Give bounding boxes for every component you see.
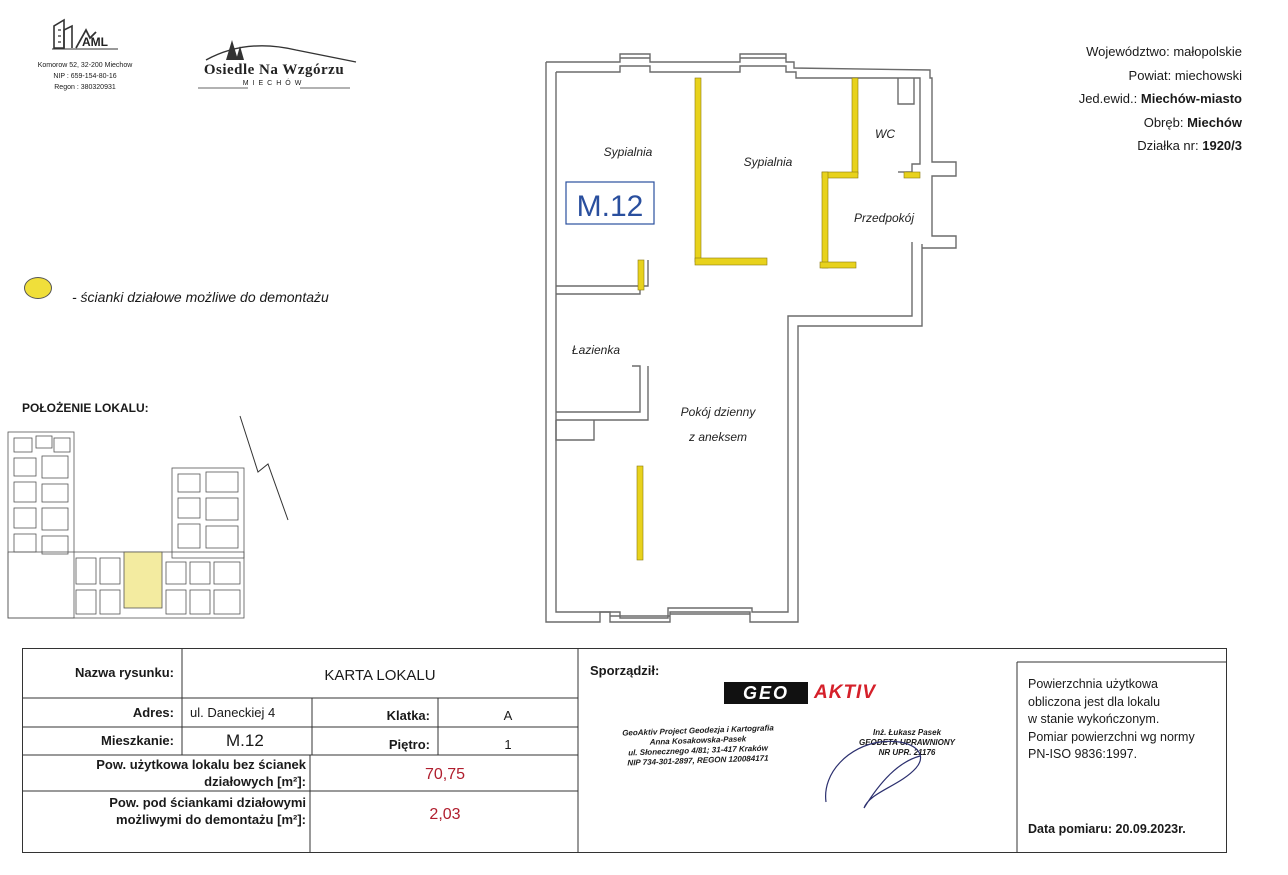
measurement-date: Data pomiaru: 20.09.2023r.: [1028, 822, 1186, 836]
klatka-value: A: [503, 708, 513, 723]
geoaktiv-logo: [724, 682, 928, 704]
aml-logo-text: AML: [82, 35, 108, 49]
removable-wall-9: [637, 466, 643, 560]
room-sypialnia-1: Sypialnia: [603, 145, 653, 159]
removable-wall-6: [820, 262, 856, 268]
nazwa-value: KARTA LOKALU: [324, 667, 436, 684]
room-lazienka: Łazienka: [571, 343, 621, 357]
unit-highlight: [124, 552, 162, 608]
aml-logo: [50, 16, 120, 52]
mieszkanie-label: Mieszkanie:: [101, 733, 174, 748]
note-line-3: w stanie wykończonym.: [1028, 712, 1160, 726]
insp-line-1: Inż. Łukasz Pasek: [872, 728, 942, 737]
note-line-1: Powierzchnia użytkowa: [1028, 677, 1158, 691]
signature: [820, 732, 940, 812]
geo-logo-right: AKTIV: [814, 682, 876, 703]
note-line-4: Pomiar powierzchni wg normy: [1028, 729, 1195, 744]
removable-wall-1: [695, 78, 701, 262]
wojewodztwo-row: Województwo: małopolskie: [1086, 44, 1242, 59]
geo-logo-left: GEO: [724, 682, 808, 704]
removable-wall-5: [822, 172, 828, 268]
note-line-5: PN-ISO 9836:1997.: [1028, 747, 1138, 761]
insp-line-2: GEODETA UPRAWNIONY: [858, 738, 955, 747]
legend-swatch: [24, 277, 52, 299]
pow2-label-line1: Pow. pod ściankami działowymi: [109, 795, 306, 810]
note-line-2: obliczona jest dla lokalu: [1028, 694, 1161, 709]
pow2-label-line2: możliwymi do demontażu [m²]:: [116, 812, 306, 827]
dzialka-row: Działka nr: 1920/3: [1137, 138, 1242, 153]
removable-wall-8: [638, 260, 644, 290]
nazwa-label: Nazwa rysunku:: [75, 665, 174, 680]
pietro-label: Piętro:: [388, 737, 430, 752]
pow1-label-line1: Pow. użytkowa lokalu bez ścianek: [96, 757, 306, 772]
pietro-value: 1: [504, 737, 512, 752]
location-info: [1079, 40, 1242, 158]
obreb-row: Obręb: Miechów: [1143, 114, 1242, 130]
geo-line-2: Anna Kosakowska-Pasek: [649, 734, 747, 747]
adres-label: Adres:: [132, 705, 174, 720]
company-nip: NIP : 659-154-80-16: [53, 73, 117, 80]
pow1-label-line2: działowych [m²]:: [204, 774, 306, 789]
insp-line-3: NR UPR. 21176: [878, 748, 936, 757]
company-regon: Regon : 380320931: [54, 84, 116, 91]
room-pokoj-line2: z aneksem: [688, 430, 748, 444]
removable-wall-7: [904, 172, 920, 178]
pow2-value: 2,03: [429, 806, 461, 823]
company-address: Komorow 52, 32-200 Miechow: [37, 62, 133, 69]
area-note: [1028, 676, 1195, 764]
position-map: [6, 412, 296, 622]
powiat-row: Powiat: miechowski: [1128, 67, 1242, 83]
klatka-label: Klatka:: [386, 708, 430, 723]
removable-wall-3: [852, 78, 858, 174]
sporzadzil-label: Sporządził:: [590, 663, 660, 678]
position-label: POŁOŻENIE LOKALU:: [22, 401, 149, 415]
pow1-value: 70,75: [424, 766, 466, 783]
jedewid-row: Jed.ewid.: Miechów-miasto: [1078, 91, 1242, 106]
room-przedpokoj: Przedpokój: [853, 211, 915, 225]
adres-value: ul. Daneckiej 4: [190, 705, 276, 720]
pow1-label: [22, 756, 306, 790]
geo-line-1: GeoAktiv Project Geodezja i Kartografia: [622, 723, 774, 738]
pow2-label: [22, 794, 306, 828]
company-info: [20, 60, 150, 93]
unit-label: M.12: [576, 190, 644, 223]
legend-text: - ścianki działowe możliwe do demontażu: [72, 289, 329, 305]
geoaktiv-info: [598, 723, 798, 770]
estate-name: Osiedle Na Wzgórzu: [203, 62, 345, 78]
room-sypialnia-2: Sypialnia: [743, 155, 793, 169]
room-wc: WC: [875, 127, 895, 141]
estate-city: MIECHÓW: [242, 80, 306, 87]
geo-line-3: ul. Słonecznego 4/81; 31-417 Kraków: [628, 743, 768, 758]
removable-wall-2: [695, 258, 767, 265]
mieszkanie-value: M.12: [226, 731, 264, 750]
floor-plan: [540, 48, 970, 634]
geo-line-4: NIP 734-301-2897, REGON 120084171: [627, 753, 769, 768]
room-pokoj-line1: Pokój dzienny: [680, 405, 756, 419]
